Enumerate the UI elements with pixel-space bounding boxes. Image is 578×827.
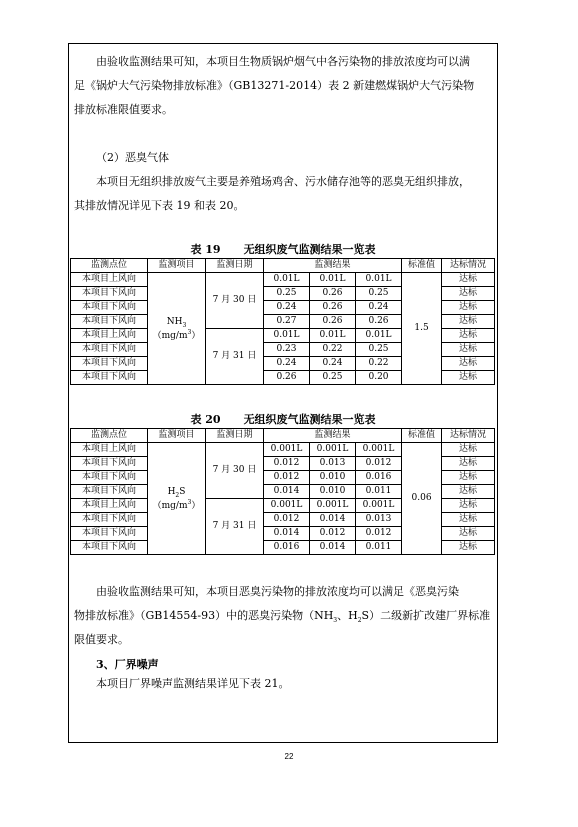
cell-status: 达标 — [442, 541, 495, 555]
section-2-paragraph — [74, 170, 516, 218]
cell-result-2: 0.01L — [310, 329, 356, 343]
item-unit-sup: 3 — [187, 328, 192, 336]
cell-status: 达标 — [442, 357, 495, 371]
cell-date: 7 月 30 日 — [206, 443, 264, 499]
cell-status: 达标 — [442, 343, 495, 357]
table-row — [71, 273, 495, 287]
cell-status: 达标 — [442, 513, 495, 527]
cell-result-2: 0.012 — [310, 527, 356, 541]
item-unit-prefix: （mg/m — [152, 500, 188, 511]
cell-point: 本项目下风向 — [71, 541, 148, 555]
header-result: 监测结果 — [264, 259, 402, 273]
cell-point: 本项目下风向 — [71, 371, 148, 385]
cell-point: 本项目下风向 — [71, 343, 148, 357]
header-point: 监测点位 — [71, 429, 148, 443]
cell-result-2: 0.001L — [310, 499, 356, 513]
conclusion-line-2c: S）二级新扩改建厂界标准 — [361, 609, 491, 622]
table-20 — [70, 428, 495, 555]
cell-point: 本项目下风向 — [71, 457, 148, 471]
cell-result-1: 0.012 — [264, 513, 310, 527]
intro-line-3: 排放标准限值要求。 — [74, 103, 173, 116]
cell-result-1: 0.24 — [264, 357, 310, 371]
section-3-title: 3、厂界噪声 — [96, 658, 159, 671]
section-2-title: （2）恶臭气体 — [96, 151, 169, 164]
header-item: 监测项目 — [148, 429, 206, 443]
cell-result-2: 0.010 — [310, 485, 356, 499]
cell-status: 达标 — [442, 315, 495, 329]
cell-result-1: 0.001L — [264, 499, 310, 513]
item-name: NH — [166, 316, 183, 327]
cell-result-3: 0.012 — [356, 457, 402, 471]
cell-point: 本项目下风向 — [71, 287, 148, 301]
cell-status: 达标 — [442, 457, 495, 471]
item-unit-prefix: （mg/m — [152, 330, 188, 341]
cell-result-3: 0.013 — [356, 513, 402, 527]
table-20-number: 表 20 — [190, 413, 221, 426]
header-date: 监测日期 — [206, 429, 264, 443]
cell-status: 达标 — [442, 485, 495, 499]
cell-result-2: 0.010 — [310, 471, 356, 485]
cell-result-2: 0.26 — [310, 287, 356, 301]
cell-result-3: 0.012 — [356, 527, 402, 541]
cell-date: 7 月 31 日 — [206, 329, 264, 385]
cell-result-3: 0.24 — [356, 301, 402, 315]
cell-date: 7 月 30 日 — [206, 273, 264, 329]
cell-status: 达标 — [442, 443, 495, 457]
table-row — [71, 443, 495, 457]
header-date: 监测日期 — [206, 259, 264, 273]
cell-point: 本项目上风向 — [71, 273, 148, 287]
cell-point: 本项目下风向 — [71, 301, 148, 315]
cell-point: 本项目下风向 — [71, 471, 148, 485]
cell-status: 达标 — [442, 273, 495, 287]
cell-result-3: 0.25 — [356, 287, 402, 301]
cell-result-1: 0.01L — [264, 273, 310, 287]
cell-point: 本项目下风向 — [71, 485, 148, 499]
header-standard: 标准值 — [402, 259, 442, 273]
conclusion-sub-1: 3 — [333, 617, 338, 625]
item-unit-sup: 3 — [187, 498, 192, 506]
cell-result-3: 0.01L — [356, 329, 402, 343]
table-row — [71, 429, 495, 443]
section-3-paragraph: 本项目厂界噪声监测结果详见下表 21。 — [96, 677, 290, 690]
conclusion-line-3: 限值要求。 — [74, 633, 129, 646]
table-20-caption — [70, 411, 496, 427]
cell-status: 达标 — [442, 301, 495, 315]
cell-status: 达标 — [442, 499, 495, 513]
cell-result-1: 0.014 — [264, 485, 310, 499]
cell-result-1: 0.012 — [264, 471, 310, 485]
intro-paragraph — [74, 50, 516, 122]
conclusion-sub-2: 2 — [357, 617, 362, 625]
cell-item — [148, 443, 206, 555]
cell-result-2: 0.014 — [310, 513, 356, 527]
cell-result-1: 0.01L — [264, 329, 310, 343]
table-row — [71, 259, 495, 273]
intro-line-2: 足《锅炉大气污染物排放标准》（GB13271-2014）表 2 新建燃煤锅炉大气污染物 — [74, 79, 475, 92]
item-name: H — [167, 486, 176, 497]
cell-standard: 0.06 — [402, 443, 442, 555]
cell-status: 达标 — [442, 471, 495, 485]
section-2-line-1: 本项目无组织排放废气主要是养殖场鸡舍、污水储存池等的恶臭无组织排放， — [96, 175, 470, 188]
table-19-title: 无组织废气监测结果一览表 — [243, 243, 376, 256]
cell-result-1: 0.23 — [264, 343, 310, 357]
cell-result-3: 0.22 — [356, 357, 402, 371]
section-2-line-2: 其排放情况详见下表 19 和表 20。 — [74, 199, 245, 212]
table-20-title: 无组织废气监测结果一览表 — [243, 413, 376, 426]
cell-status: 达标 — [442, 527, 495, 541]
cell-result-2: 0.24 — [310, 357, 356, 371]
item-name-tail: S — [179, 486, 186, 497]
cell-result-1: 0.014 — [264, 527, 310, 541]
cell-result-3: 0.25 — [356, 343, 402, 357]
header-item: 监测项目 — [148, 259, 206, 273]
cell-point: 本项目上风向 — [71, 329, 148, 343]
item-subscript: 2 — [175, 491, 180, 499]
header-result: 监测结果 — [264, 429, 402, 443]
header-point: 监测点位 — [71, 259, 148, 273]
item-subscript: 3 — [182, 321, 187, 329]
cell-result-2: 0.26 — [310, 301, 356, 315]
cell-result-2: 0.014 — [310, 541, 356, 555]
cell-point: 本项目上风向 — [71, 499, 148, 513]
cell-result-2: 0.22 — [310, 343, 356, 357]
conclusion-paragraph — [74, 580, 516, 652]
intro-line-1: 由验收监测结果可知，本项目生物质锅炉烟气中各污染物的排放浓度均可以满 — [96, 55, 470, 68]
cell-point: 本项目下风向 — [71, 315, 148, 329]
cell-result-3: 0.26 — [356, 315, 402, 329]
conclusion-line-2a: 物排放标准》（GB14554-93）中的恶臭污染物（NH — [74, 609, 334, 622]
cell-result-1: 0.016 — [264, 541, 310, 555]
conclusion-line-1: 由验收监测结果可知，本项目恶臭污染物的排放浓度均可以满足《恶臭污染 — [96, 585, 459, 598]
cell-status: 达标 — [442, 287, 495, 301]
cell-result-1: 0.001L — [264, 443, 310, 457]
cell-point: 本项目下风向 — [71, 513, 148, 527]
item-unit-suffix: ） — [191, 330, 201, 341]
cell-result-3: 0.001L — [356, 443, 402, 457]
cell-result-1: 0.012 — [264, 457, 310, 471]
header-status: 达标情况 — [442, 259, 495, 273]
cell-result-2: 0.013 — [310, 457, 356, 471]
cell-result-3: 0.011 — [356, 485, 402, 499]
cell-result-2: 0.26 — [310, 315, 356, 329]
cell-point: 本项目下风向 — [71, 357, 148, 371]
cell-result-3: 0.011 — [356, 541, 402, 555]
cell-result-1: 0.24 — [264, 301, 310, 315]
cell-result-2: 0.01L — [310, 273, 356, 287]
cell-result-3: 0.016 — [356, 471, 402, 485]
page-number: 22 — [284, 752, 294, 761]
cell-status: 达标 — [442, 329, 495, 343]
header-standard: 标准值 — [402, 429, 442, 443]
cell-result-2: 0.25 — [310, 371, 356, 385]
cell-point: 本项目上风向 — [71, 443, 148, 457]
cell-result-1: 0.25 — [264, 287, 310, 301]
header-status: 达标情况 — [442, 429, 495, 443]
cell-result-3: 0.001L — [356, 499, 402, 513]
cell-point: 本项目下风向 — [71, 527, 148, 541]
cell-result-3: 0.20 — [356, 371, 402, 385]
table-19 — [70, 258, 495, 385]
conclusion-line-2b: 、H — [337, 609, 358, 622]
table-19-number: 表 19 — [190, 243, 221, 256]
cell-result-1: 0.26 — [264, 371, 310, 385]
cell-item — [148, 273, 206, 385]
cell-standard: 1.5 — [402, 273, 442, 385]
cell-result-2: 0.001L — [310, 443, 356, 457]
conclusion-line-2 — [74, 604, 516, 628]
cell-result-3: 0.01L — [356, 273, 402, 287]
cell-date: 7 月 31 日 — [206, 499, 264, 555]
cell-result-1: 0.27 — [264, 315, 310, 329]
cell-status: 达标 — [442, 371, 495, 385]
table-19-caption — [70, 241, 496, 257]
item-unit-suffix: ） — [191, 500, 201, 511]
